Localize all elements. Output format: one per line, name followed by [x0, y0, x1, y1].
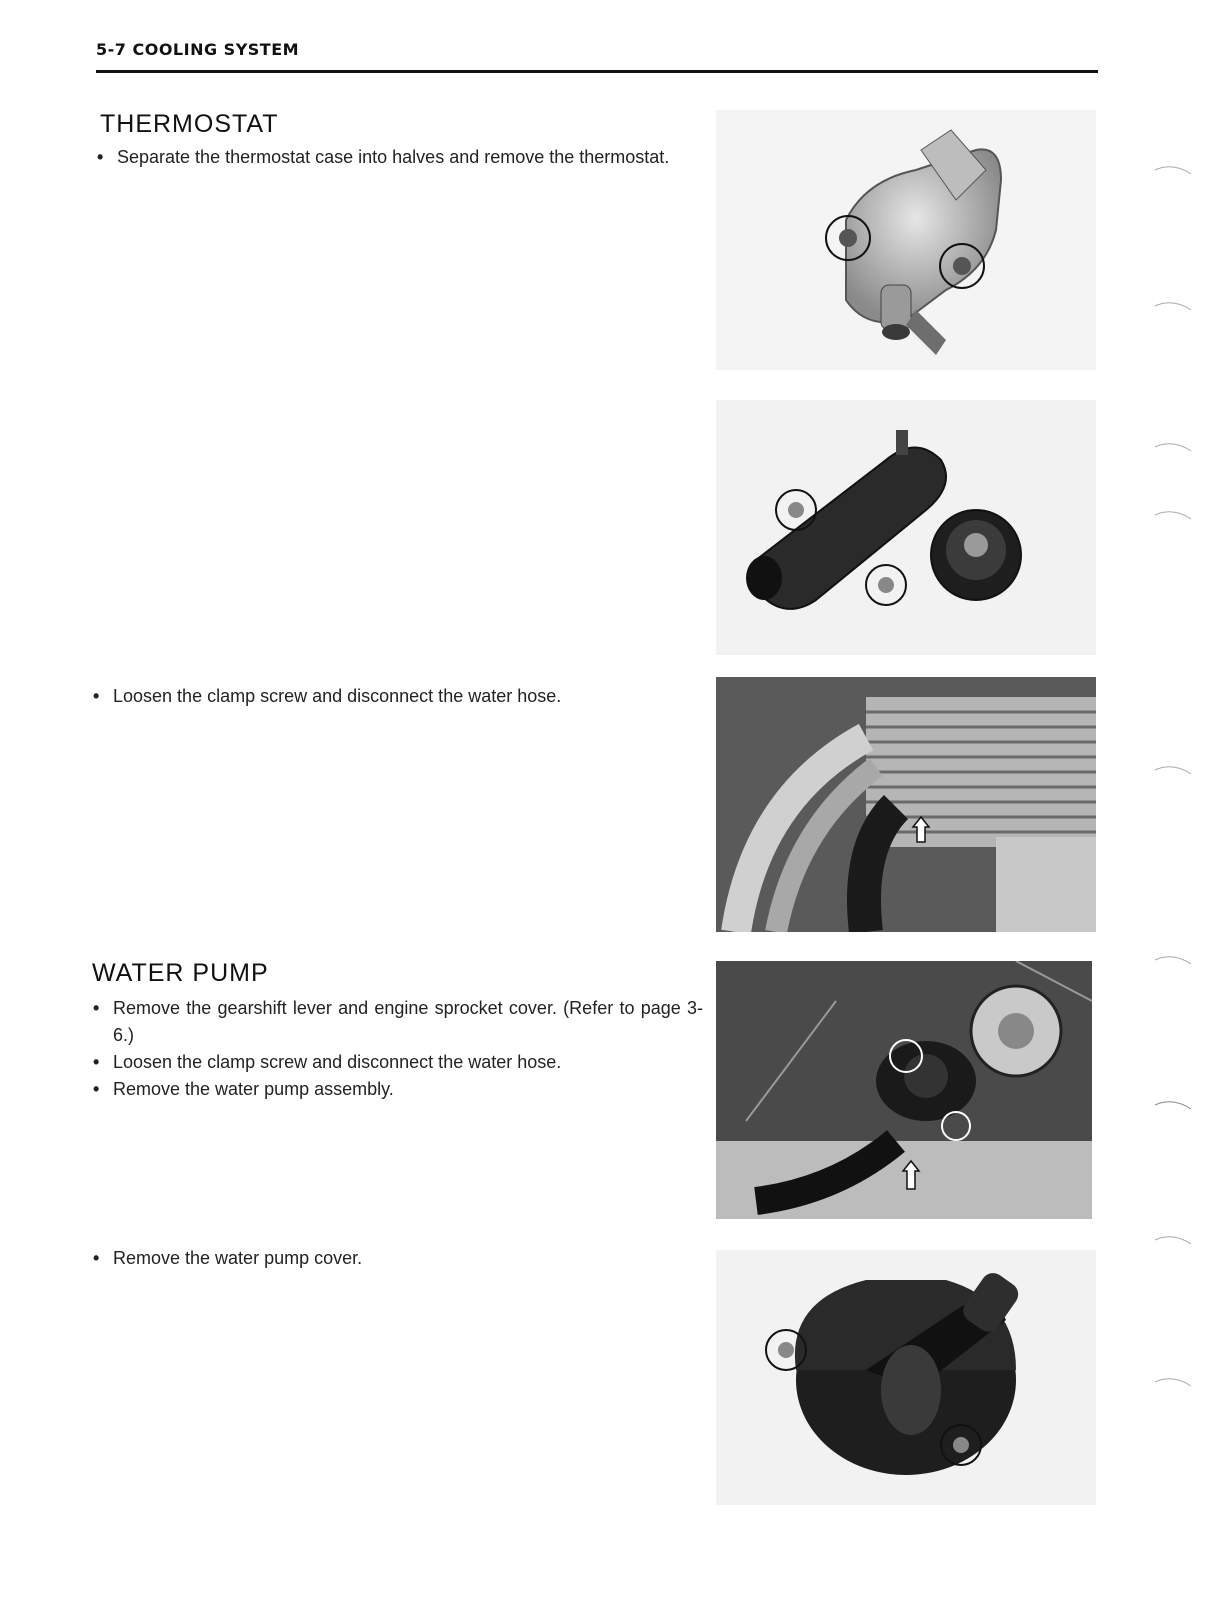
edge-mark	[1153, 505, 1193, 525]
bullet-icon: •	[93, 1248, 100, 1268]
step-text: Remove the water pump cover.	[113, 1248, 363, 1268]
section-title-thermostat: THERMOSTAT	[100, 110, 279, 138]
photo-thermostat-housing	[716, 400, 1096, 655]
edge-mark	[1153, 950, 1193, 970]
water-pump-step-4	[93, 1245, 713, 1272]
thermostat-step-2	[93, 683, 713, 710]
edge-mark	[1153, 160, 1193, 180]
step-text: Loosen the clamp screw and disconnect the water hose.	[113, 686, 562, 706]
thermostat-step-1	[97, 144, 709, 171]
step-text: Separate the thermostat case into halves and remove the thermostat.	[117, 147, 670, 167]
step-text: Remove the gearshift lever and engine sprocket cover. (Refer to page 3-6.)	[113, 998, 703, 1045]
bullet-icon: •	[93, 1052, 100, 1072]
water-pump-step-1	[93, 995, 703, 1049]
bullet-icon: •	[93, 998, 100, 1018]
photo-water-pump-cover	[716, 1250, 1096, 1505]
bullet-icon: •	[93, 1079, 100, 1099]
water-pump-step-2	[93, 1049, 713, 1076]
edge-mark	[1153, 437, 1193, 457]
header-rule	[96, 70, 1098, 73]
photo-water-pump-assembly	[716, 961, 1092, 1219]
step-text: Loosen the clamp screw and disconnect the water hose.	[113, 1052, 562, 1072]
step-text: Remove the water pump assembly.	[113, 1079, 394, 1099]
bullet-icon: •	[97, 147, 104, 167]
photo-thermostat-case	[716, 110, 1096, 370]
edge-mark	[1153, 1230, 1193, 1250]
section-title-water-pump: WATER PUMP	[92, 959, 269, 987]
edge-mark	[1153, 296, 1193, 316]
edge-mark	[1153, 760, 1193, 780]
photo-water-hose	[716, 677, 1096, 932]
edge-mark	[1153, 1372, 1193, 1392]
water-pump-step-3	[93, 1076, 713, 1103]
edge-mark	[1153, 1095, 1193, 1115]
page-header: 5-7 COOLING SYSTEM	[96, 40, 300, 59]
bullet-icon: •	[93, 686, 100, 706]
